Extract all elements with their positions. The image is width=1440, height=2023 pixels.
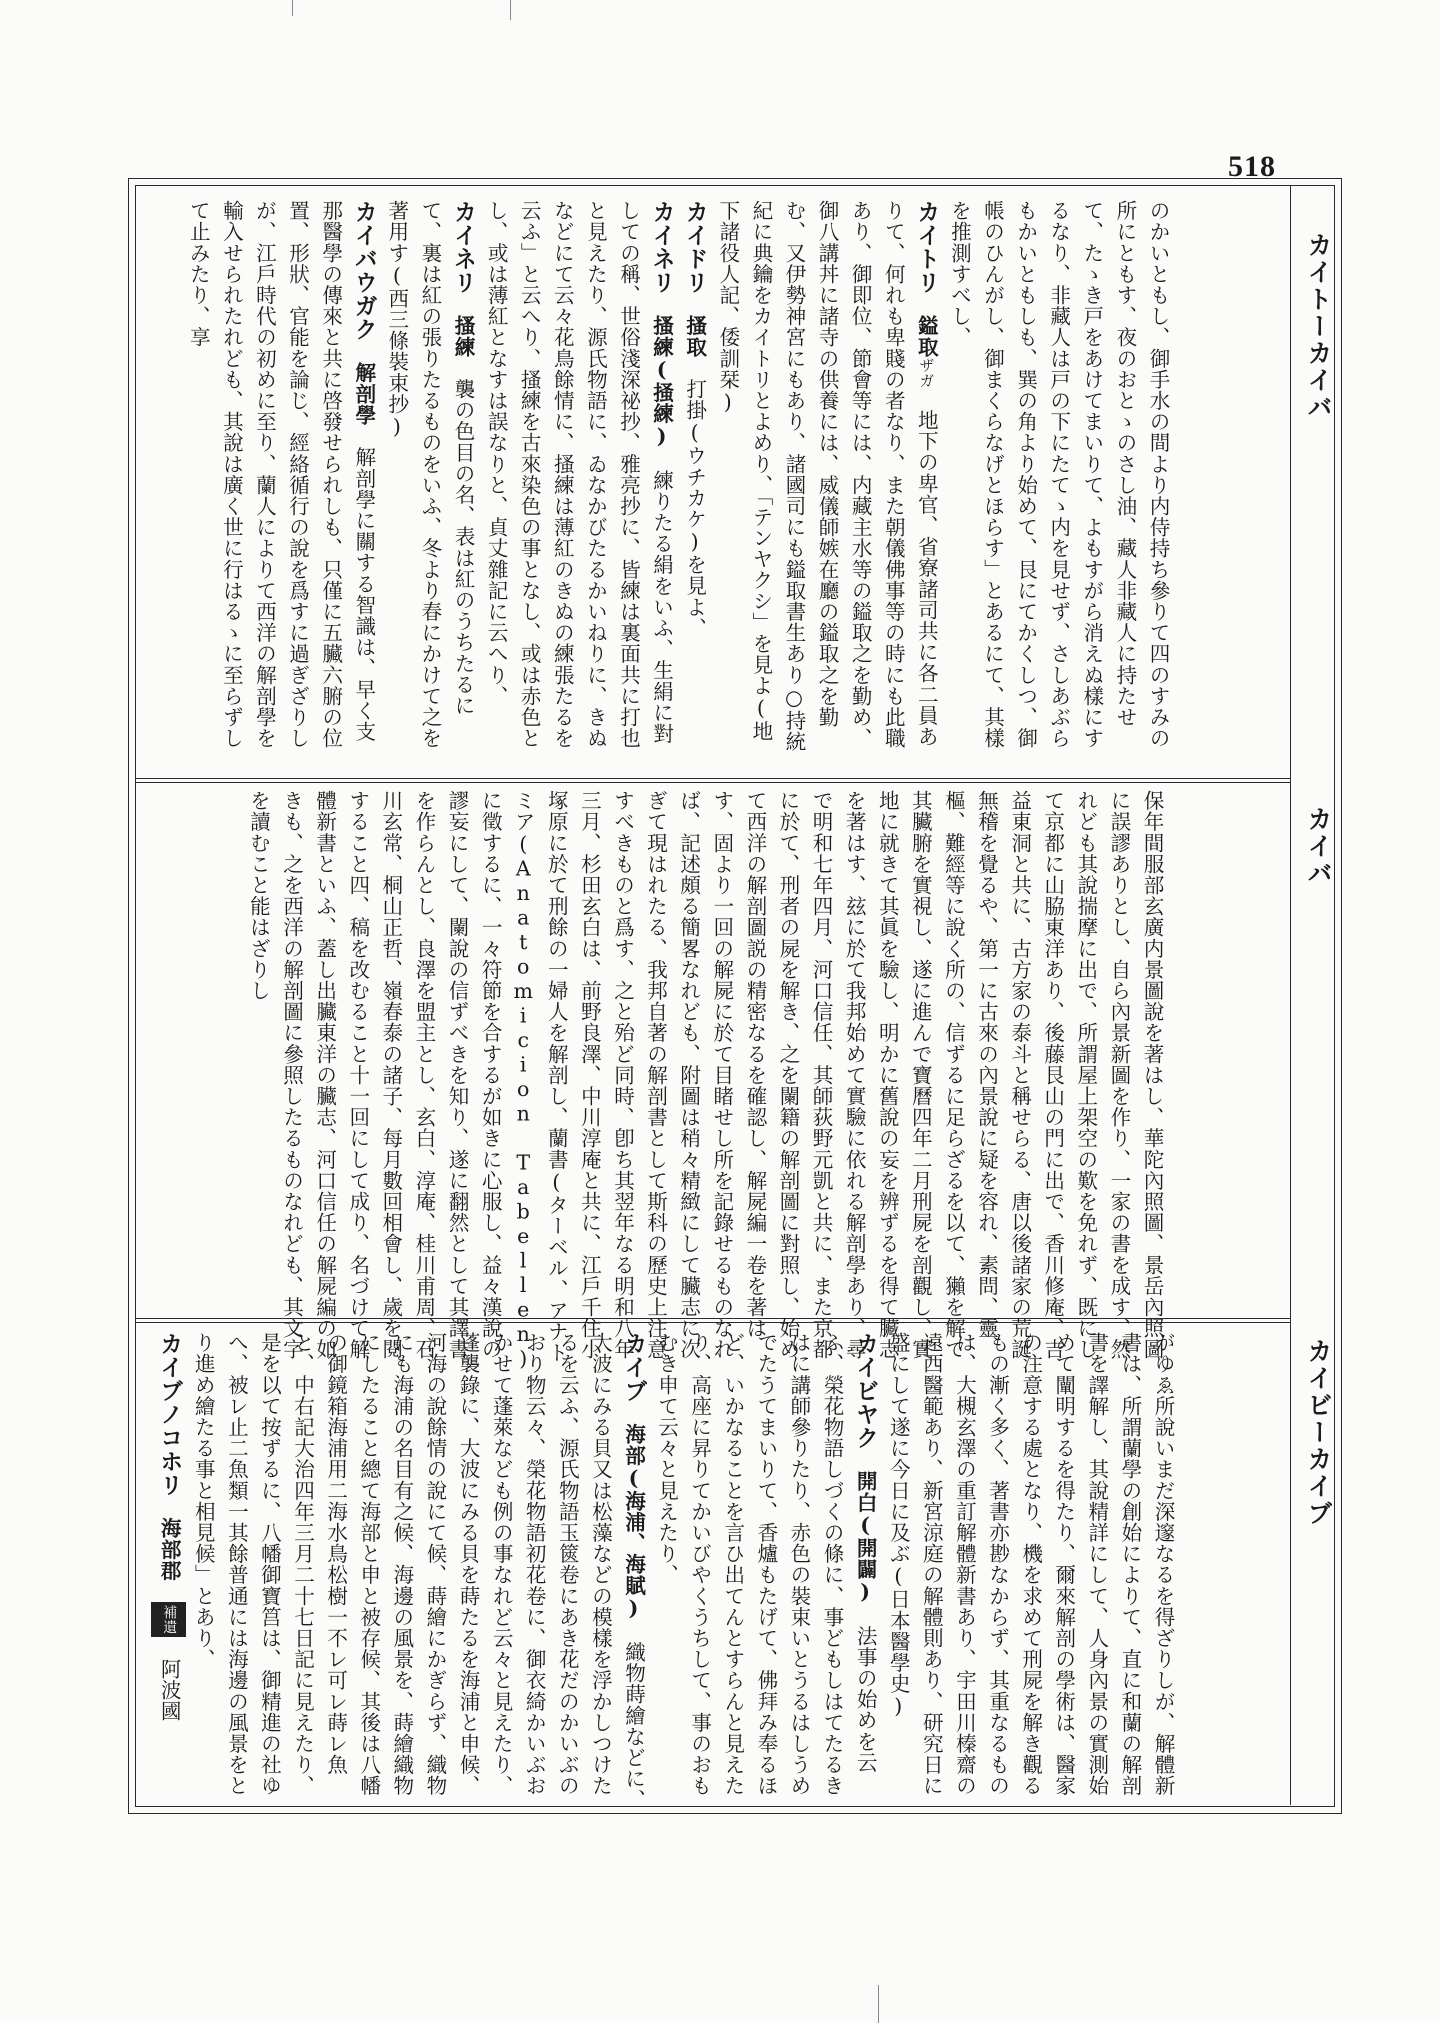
- entry-text: 法事の始めを云ふ、榮花物語しづくの條に、事どもしはてたるきはに講師參りたり、赤色の裝束いとうるはしうめでたうてまいりて、香爐もたげて、佛拜み奉るほど、いかなることを言ひ出てんとすらんと見えたり、高座に昇りてかいびやくうちして、事のおもむき申て云々と見えたり、: [654, 1332, 878, 1797]
- entry-term: カイドリ: [681, 200, 708, 294]
- column-header-bottom: カイビーカイブ: [1304, 1338, 1333, 1527]
- entry-text: 解剖學に關する智識は、早く支那醫學の傳來と共に啓發せられしも、只僅に五臟六腑の位置、形狀、官能を論じ、經絡循行の說を爲すに過ぎざりしが、江戶時代の初めに至り、蘭人によりて西洋の解剖學を輸入せられたれども、其說は廣く世に行はるゝに至らずして止みたり、享: [186, 200, 376, 749]
- entry-text: 保年間服部玄廣内景圖說を著はし、華陀內照圖、景岳內照圖に誤謬ありとし、自ら內景新圖を作り、一家の書を成す、然れども其說揣摩に出で、所謂屋上架空の歎を免れず、既にして京都に山脇東洋あり、後藤艮山の門に出で、香川修庵、吉益東洞と共に、古方家の泰斗と稱せらる、唐以後諸家の荒誕無稽を覺るや、第一に古來の內景說に疑を容れ、素問、靈樞、難經等に說く所の、信ずるに足らざるを以て、獺を解て其臟腑を實視し、遂に進んで寶曆四年二月刑屍を剖觀し、實地に就きて其眞を驗し、明かに舊說の妄を辨ずるを得て臟志を著はす、玆に於て我邦始めて實驗に依れる解剖學あり、尋で明和七年四月、河口信任、其師荻野元凱と共に、また京都に於て、刑者の屍を解き、之を闌籍の解剖圖に對照し、始めて西洋の解剖圖説の精密なるを確認し、解屍編一卷を著はす、固より一回の解屍に於て目睹せし所を記錄せるものなれば、記述頗る簡畧なれども、附圖は稍々精緻にして臟志に次ぎて現はれたる、我邦自著の解剖書として斯科の歷史上注意すべきものと爲す、之と殆ど同時、卽ち其翌年なる明和八年三月、杉田玄白は、前野良澤、中川淳庵と共に、江戶千住小塚原に於て刑餘の一婦人を解剖し、蘭書(ターベル、アナトミア(Anatomicion Tabellen)に徵するに、一々符節を合するが如きに心服し、益々漢說の謬妄にして、闌說の信ずべきを知り、遂に翻然として其譯書を作らんとし、良澤を盟主とし、玄白、淳庵、桂川甫周、石川玄常、桐山正哲、嶺春泰の諸子、每月數回相會し、歲を閱すること四、稿を改むること十一回にして成り、名づけて解體新書といふ、蓋し出臟東洋の臟志、河口信任の解屍編の如きも、之を西洋の解剖圖に參照したるものなれども、其文字を讀むこと能はざりし: [246, 790, 1164, 1372]
- entry-kanji: 解剖學: [351, 362, 376, 426]
- entry-text: 阿波國: [157, 1658, 182, 1722]
- entry-text: がゆゑ所說いまだ深邃なるを得ざりしが、解體新書は、所謂蘭學の創始によりて、直に和蘭の解剖書を譯解し、其說精詳にして、人身內景の實測始めて闡明するを得たり、爾來解剖の學術は、醫家の注意する處となり、機を求めて刑屍を解き觀るもの漸く多く、著書亦尠なからず、其重なるものは、大槻玄澤の重訂解體新書あり、宇田川榛齋の遠西醫範あり、新宮涼庭の解體則あり、研究日に盛にして遂に今日に及ぶ(日本醫學史): [886, 1332, 1175, 1797]
- entry-kanji: 搔取: [682, 315, 707, 358]
- column-header-top: カイトーカイバ: [1304, 232, 1333, 421]
- entry-kanji: 搔練(掻練): [649, 315, 674, 449]
- dictionary-section-top: [148, 200, 1174, 755]
- section-divider-1b: [135, 782, 1290, 783]
- entry-text: 地下の卑官、省寮諸司共に各二員ありて、何れも卑賤の者なり、また朝儀佛事等の時にも此職あり、御即位、節會等には、内藏主水等の鎰取之を勤め、御八講丼に諸寺の供養には、威儀師嫉在廳の鎰取之を勤む、又伊勢神宮にもあり、諸國司にも鎰取書生あり○持統紀に典鑰をカイトリとよめり、「テンヤクシ」を見よ(地下諸役人記、倭訓栞): [715, 200, 939, 752]
- supplement-stamp: 補遺: [151, 1602, 186, 1637]
- section-divider-1: [135, 778, 1290, 779]
- entry-term: カイネリ: [450, 200, 477, 294]
- entry-kanji: 鎰取: [914, 315, 939, 358]
- entry-text: 練りたる絹をいふ、生絹に對しての稱、世俗淺深祕抄、雅亮抄に、皆練は裏面共に打也と見えたり、源氏物語に、ゐなかびたるかいねりに、きぬなどにて云々花鳥餘情に、搔練は薄紅のきぬの練張たるを云ふ」と云へり、搔練を古來染色の事となし、或は赤色とし、或は薄紅となすは誤なりと、貞丈雜記に云へり、: [484, 200, 674, 749]
- entry-text: 襲の色目の名、表は紅のうちたるにて、裏は紅の張りたるものをいふ、冬より春にかけて之を著用す(西三條裝束抄): [384, 200, 476, 749]
- top-crop-mark: [510, 0, 511, 20]
- entry-kanji: 海部郡: [157, 1517, 182, 1581]
- dictionary-section-bottom: [145, 1332, 1179, 1812]
- entry-reading: ザガ: [917, 357, 936, 389]
- entry-kanji: 搔練: [451, 315, 476, 358]
- entry-term: カイブ: [620, 1332, 647, 1403]
- column-header-middle: カイバ: [1304, 806, 1333, 887]
- entry-kanji: 海部(海浦、海賦): [621, 1423, 646, 1621]
- entry-term: カイネリ: [648, 200, 675, 294]
- bottom-crop-mark: [878, 1985, 879, 2023]
- dictionary-section-middle: [160, 790, 1168, 1380]
- entry-term: カイトリ: [913, 200, 940, 294]
- top-crop-mark: [292, 0, 293, 16]
- entry-term: カイバウガク: [350, 200, 377, 341]
- entry-kanji: 開白(開闢): [853, 1470, 878, 1605]
- page-number: 518: [1228, 150, 1276, 183]
- entry-term: カイビヤク: [852, 1332, 879, 1450]
- entry-text: 打掛(ウチカケ)を見よ、: [682, 378, 707, 639]
- entry-text: 織物蒔繪などに、大波にみる貝又は松藻などの模樣を浮かしつけたるを云ふ、源氏物語玉篋卷にあき花だのかいぶのおり物云々、榮花物語初花卷に、御衣綺かいぶおかせて蓬萊なども例の事なれど云々と見えたり、蓬襲錄に、大波にみる貝を蒔たるを海浦と申候、河海の說餘情の說にて候、蒔繪にかぎらず、織物にも海浦の名目有之候、海邊の風景を、蒔繪織物にしたること總て海部と申と被存候、其後は八幡の御鏡箱海浦用二海水鳥松樹一不レ可レ蒔レ魚と、中右記大治四年三月二十七日記に見えたり、是を以て按ずるに、八幡御寶筥は、御精進の社ゆへ、被レ止二魚類一其餘普通には海邊の風景をとり進め繪たる事と相見候」とあり、: [191, 1332, 646, 1811]
- entry-term: カイブノコホリ: [156, 1332, 183, 1497]
- entry-text: のかいともし、御手水の間より内侍持ち參りて四のすみの所にともす、夜のおとゝのさし油、藏人非藏人に持たせて、たゝき戸をあけてまいりて、よもすがら消えぬ樣にするなり、非藏人は戸の下にたてゝ内を見せず、さしあぶらもかいともしも、巽の角より始めて、艮にてかくしつ、御帳のひんがし、御まくらなげとほらす」とあるにて、其樣を推測すべし、: [947, 200, 1170, 749]
- header-column-divider: [1290, 185, 1291, 1805]
